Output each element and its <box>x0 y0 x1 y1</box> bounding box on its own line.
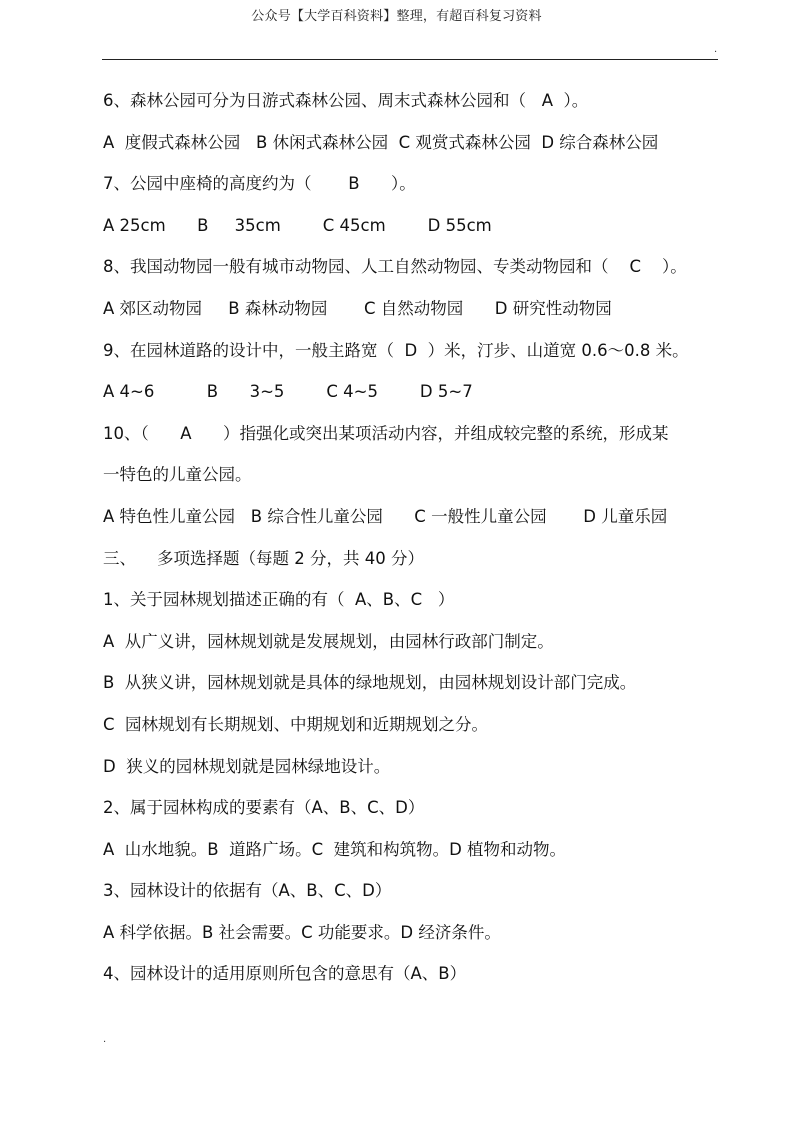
mc-question-1-option-c: C 园林规划有长期规划、中期规划和近期规划之分。 <box>103 714 489 734</box>
question-10-options: A 特色性儿童公园 B 综合性儿童公园 C 一般性儿童公园 D 儿童乐园 <box>103 506 668 526</box>
question-9-options: A 4~6 B 3~5 C 4~5 D 5~7 <box>103 382 473 402</box>
header-mark: . <box>714 44 718 55</box>
question-10: 10、（ A ）指强化或突出某项活动内容，并组成较完整的系统，形成某 <box>103 423 669 443</box>
header-divider <box>102 59 718 60</box>
page-header: 公众号【大学百科资料】整理，有超百科复习资料 <box>251 9 542 24</box>
mc-question-1-option-b: B 从狭义讲，园林规划就是具体的绿地规划，由园林规划设计部门完成。 <box>103 673 637 693</box>
question-6-options: A 度假式森林公园 B 休闲式森林公园 C 观赏式森林公园 D 综合森林公园 <box>103 132 659 152</box>
mc-question-2: 2、属于园林构成的要素有（A、B、C、D） <box>103 798 425 818</box>
question-7-options: A 25cm B 35cm C 45cm D 55cm <box>103 215 492 235</box>
question-6: 6、森林公园可分为日游式森林公园、周末式森林公园和（ A ）。 <box>103 91 589 110</box>
mc-question-1: 1、关于园林规划描述正确的有（ A、B、C ） <box>103 590 455 610</box>
section-3-heading: 三、 多项选择题（每题 2 分，共 40 分） <box>103 548 424 568</box>
question-7: 7、公园中座椅的高度约为（ B ）。 <box>103 174 416 194</box>
mc-question-4: 4、园林设计的适用原则所包含的意思有（A、B） <box>103 964 467 984</box>
footer-mark: . <box>103 1034 107 1045</box>
question-9: 9、在园林道路的设计中，一般主路宽（ D ）米，汀步、山道宽 0.6～0.8 米。 <box>103 340 689 360</box>
mc-question-1-option-d: D 狭义的园林规划就是园林绿地设计。 <box>103 756 391 776</box>
mc-question-2-options: A 山水地貌。B 道路广场。C 建筑和构筑物。D 植物和动物。 <box>103 839 567 859</box>
question-8: 8、我国动物园一般有城市动物园、人工自然动物园、专类动物园和（ C ）。 <box>103 257 687 277</box>
question-8-options: A 郊区动物园 B 森林动物园 C 自然动物园 D 研究性动物园 <box>103 298 612 318</box>
question-10-continued: 一特色的儿童公园。 <box>103 465 252 485</box>
mc-question-3-options: A 科学依据。B 社会需要。C 功能要求。D 经济条件。 <box>103 922 501 942</box>
mc-question-1-option-a: A 从广义讲，园林规划就是发展规划，由园林行政部门制定。 <box>103 631 554 651</box>
mc-question-3: 3、园林设计的依据有（A、B、C、D） <box>103 881 392 901</box>
document-body <box>103 84 723 999</box>
